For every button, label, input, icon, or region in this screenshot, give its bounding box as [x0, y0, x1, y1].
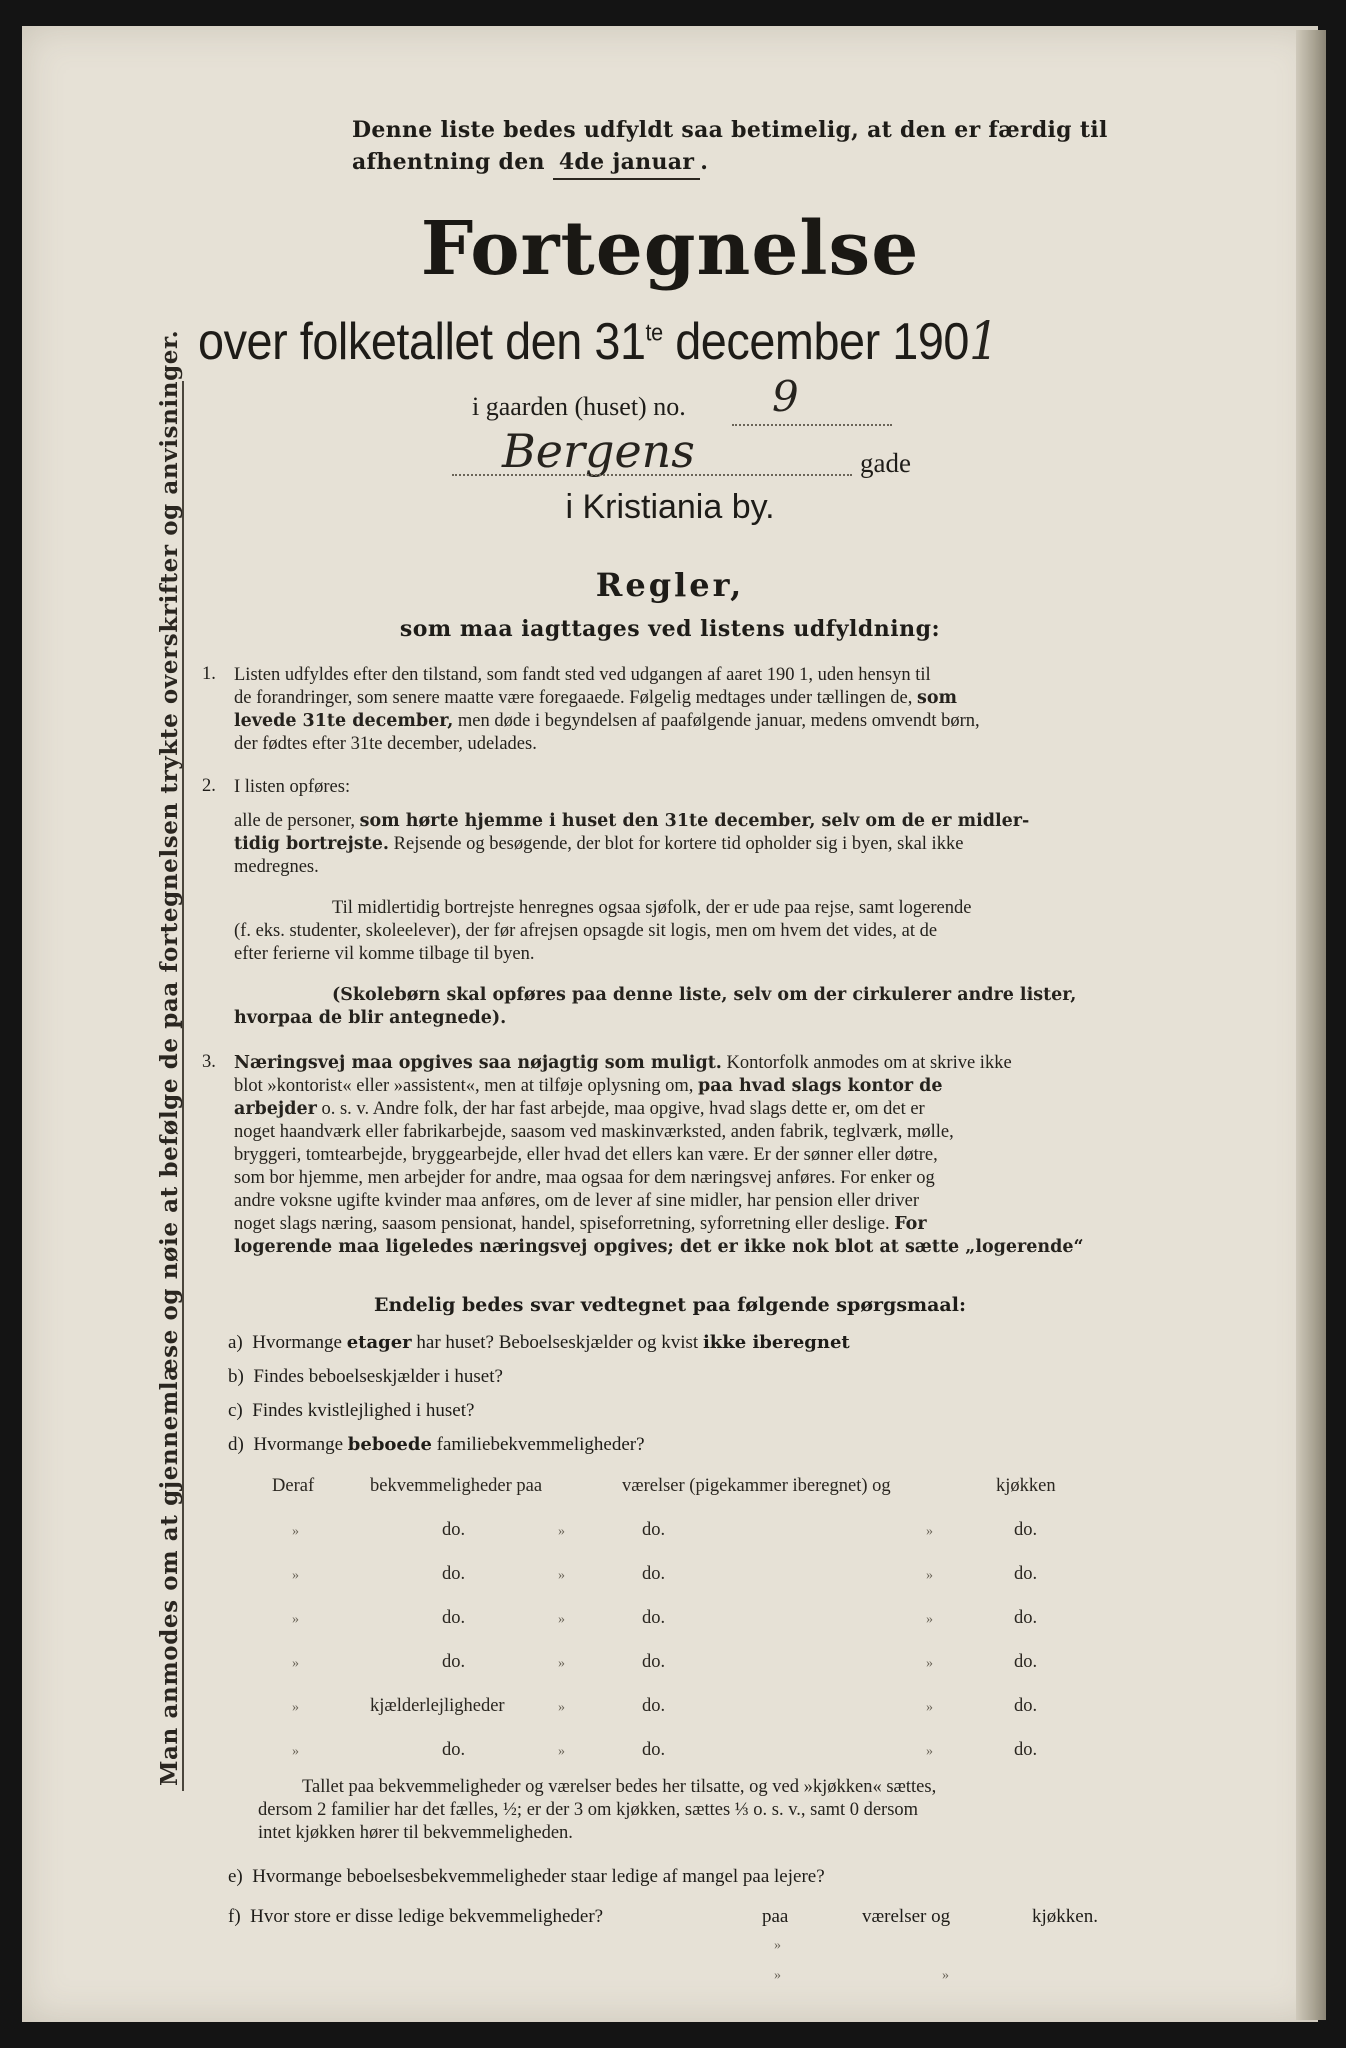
question-c-text: Findes kvistlejlighed i huset?	[252, 1400, 475, 1421]
table-cell-bekvem: do.	[442, 1740, 466, 1760]
question-a-text: Hvormange	[252, 1332, 342, 1353]
table-cell-kjokken: do.	[1014, 1608, 1038, 1628]
subtitle-sup: te	[645, 319, 663, 347]
notice-prefix: afhentning den	[352, 149, 545, 175]
table-note-line-1: Tallet paa bekvemmeligheder og værelser bedes her tilsatte, og ved »kjøkken« sættes,	[302, 1777, 937, 1797]
rule-3-line-9-bold: logerende maa ligeledes næringsvej opgives; det er ikke nok blot at sætte „logerende“	[234, 1237, 1084, 1257]
street-suffix: gade	[860, 448, 911, 478]
ditto-mark: »	[292, 1656, 299, 1671]
gaard-number-line	[732, 424, 892, 426]
question-d-label: d)	[228, 1434, 244, 1455]
rule-3-line-8b: For	[894, 1214, 927, 1234]
rule-2-p2-line-1: Til midlertidig bortrejste henregnes ogsaa sjøfolk, der er ude paa rejse, samt logerende	[332, 898, 972, 918]
question-f-paa: paa	[762, 1906, 789, 1927]
rule-2-p3-bold-2: hvorpaa de blir antegnede).	[234, 1008, 507, 1028]
question-b	[228, 1366, 503, 1388]
rule-3-line-6: som bor hjemme, men arbejder for andre, maa ogsaa for dem næringsvej anføres. For enker og	[234, 1168, 935, 1188]
table-cell-vaerelser: do.	[642, 1520, 666, 1540]
rule-3-line-3a: arbejder	[234, 1099, 317, 1119]
table-cell-kjokken: do.	[1014, 1652, 1038, 1672]
subtitle-text: over folketallet den 31	[198, 313, 646, 371]
table-header-vaerelser: værelser (pigekammer iberegnet) og	[622, 1476, 891, 1496]
question-f-vaerelser: værelser og	[862, 1906, 951, 1927]
rule-2-line-2a: tidig bortrejste.	[234, 834, 390, 854]
rule-3-line-2	[234, 1075, 1174, 1098]
ditto-mark: »	[292, 1568, 299, 1583]
rule-3-line-2b: paa hvad slags kontor de	[698, 1076, 943, 1096]
rule-1-line-2a: de forandringer, som senere maatte være foregaaede. Følgelig medtages under tællingen de,	[234, 688, 913, 708]
rule-3-line-4: noget haandværk eller fabrikarbejde, saasom ved maskinværksted, anden fabrik, teglværk, mølle,	[234, 1122, 954, 1142]
handwritten-year: 1	[969, 312, 999, 372]
question-d-bold: beboede	[347, 1434, 432, 1455]
notice-line-1: Denne liste bedes udfyldt saa betimelig, at den er færdig til	[352, 117, 1108, 143]
table-header-kjokken: kjøkken	[996, 1476, 1056, 1496]
rule-3-line-9	[234, 1236, 1174, 1259]
rule-2-line-1b: som hørte hjemme i huset den 31te december, selv om de er midler-	[359, 811, 1030, 831]
table-note-line-3: intet kjøkken hører til bekvemmeligheden.	[258, 1823, 573, 1843]
question-f-label: f)	[228, 1906, 241, 1927]
rule-1-line-2	[234, 687, 1174, 710]
ditto-mark: »	[558, 1568, 565, 1583]
ditto-mark: »	[292, 1524, 299, 1539]
question-a-bold-2: ikke iberegnet	[702, 1332, 850, 1353]
rule-2-p3-bold-1: (Skolebørn skal opføres paa denne liste, selv om der cirkulerer andre lister,	[332, 985, 1077, 1005]
rule-3-number: 3.	[202, 1052, 216, 1072]
rules-subtitle: som maa iagttages ved listens udfyldning:	[399, 616, 941, 642]
pickup-notice	[352, 114, 1108, 180]
table-cell-bekvem: do.	[442, 1608, 466, 1628]
ditto-mark: »	[774, 1938, 781, 1953]
table-cell-bekvem: do.	[442, 1652, 466, 1672]
rule-1-line-3	[234, 710, 1174, 733]
rule-2-p3-line-1	[332, 984, 1174, 1007]
gaard-label: i gaarden (huset) no.	[472, 392, 686, 421]
table-cell-vaerelser: do.	[642, 1696, 666, 1716]
page-edge	[1296, 30, 1326, 2020]
rule-1-line-3b: men døde i begyndelsen af paafølgende januar, medens omvendt børn,	[457, 711, 980, 731]
rule-3-line-3b: o. s. v. Andre folk, der har fast arbejde, maa opgive, hvad slags dette er, om det er	[321, 1099, 925, 1119]
gaard-number: 9	[772, 372, 799, 421]
table-note-line-2: dersom 2 familier har det fælles, ½; er der 3 om kjøkken, sættes ⅓ o. s. v., samt 0 dersom	[258, 1800, 919, 1820]
notice-date: 4de januar	[553, 146, 700, 180]
question-e-label: e)	[228, 1866, 243, 1887]
table-cell-bekvem: do.	[442, 1564, 466, 1584]
table-cell-kjokken: do.	[1014, 1564, 1038, 1584]
rule-2-intro: I listen opføres:	[234, 777, 351, 797]
table-cell-bekvem: kjælderlejligheder	[370, 1696, 505, 1716]
table-cell-kjokken: do.	[1014, 1520, 1038, 1540]
question-f-kjokken: kjøkken.	[1032, 1906, 1098, 1927]
rule-1-number: 1.	[202, 664, 216, 684]
street-line	[452, 474, 852, 476]
rule-1-line-2b: som	[917, 688, 958, 708]
ditto-mark: »	[774, 1968, 781, 1983]
subtitle-text-2: december 190	[662, 313, 970, 371]
census-form-page	[22, 26, 1318, 2022]
ditto-mark: »	[942, 1968, 949, 1983]
street-name: Bergens	[502, 424, 695, 478]
question-b-text: Findes beboelseskjælder i huset?	[253, 1366, 503, 1387]
ditto-mark: »	[926, 1524, 933, 1539]
question-a-text-2: har huset? Beboelseskjælder og kvist	[416, 1332, 699, 1353]
ditto-mark: »	[558, 1656, 565, 1671]
table-cell-kjokken: do.	[1014, 1740, 1038, 1760]
rule-2-p2-line-3: efter ferierne vil komme tilbage til byen.	[234, 944, 535, 964]
rule-2-line-2b: Rejsende og besøgende, der blot for kortere tid opholder sig i byen, skal ikke	[393, 834, 964, 854]
rule-2-line-3: medregnes.	[234, 857, 319, 877]
question-e	[228, 1866, 825, 1888]
table-cell-kjokken: do.	[1014, 1696, 1038, 1716]
rules-title: Regler,	[595, 566, 745, 604]
notice-line-2	[352, 146, 1108, 180]
city-line: i Kristiania by.	[565, 488, 775, 526]
question-a	[228, 1332, 850, 1354]
question-d-text: Hvormange	[253, 1434, 344, 1455]
table-cell-vaerelser: do.	[642, 1608, 666, 1628]
rule-1-line-3a: levede 31te december,	[234, 711, 454, 731]
side-instruction-note: Man anmodes om at gjennemlæse og nøie at befølge de paa fortegnelsen trykte overskrifter og anvisninger.	[156, 329, 183, 1786]
ditto-mark: »	[558, 1524, 565, 1539]
ditto-mark: »	[926, 1744, 933, 1759]
rule-1-line-4: der fødtes efter 31te december, udelades.	[234, 734, 537, 754]
rule-3-line-2a: blot »kontorist« eller »assistent«, men at tilføje oplysning om,	[234, 1076, 694, 1096]
rule-2-p2-line-2: (f. eks. studenter, skoleelever), der før afrejsen opsagde sit logis, men om hvem det vides, at de	[234, 921, 938, 941]
table-cell-vaerelser: do.	[642, 1740, 666, 1760]
rule-3-line-1b: Kontorfolk anmodes om at skrive ikke	[726, 1053, 1012, 1073]
rule-3-line-1a: Næringsvej maa opgives saa nøjagtig som muligt.	[234, 1053, 722, 1073]
questions-heading: Endelig bedes svar vedtegnet paa følgende spørgsmaal:	[374, 1294, 966, 1316]
ditto-mark: »	[926, 1700, 933, 1715]
table-cell-vaerelser: do.	[642, 1564, 666, 1584]
table-header-deraf: Deraf	[272, 1476, 315, 1496]
rule-3-line-1	[234, 1052, 1174, 1075]
question-f-text: Hvor store er disse ledige bekvemmeligheder?	[250, 1906, 604, 1927]
question-f	[228, 1906, 603, 1928]
question-d-text-2: familiebekvemmeligheder?	[436, 1434, 645, 1455]
rule-3-line-8	[234, 1213, 1174, 1236]
ditto-mark: »	[926, 1656, 933, 1671]
table-cell-bekvem: do.	[442, 1520, 466, 1540]
rule-3-line-5: bryggeri, tomtearbejde, bryggearbejde, eller hvad det ellers kan være. Er der sønner eller døtre,	[234, 1145, 938, 1165]
ditto-mark: »	[292, 1612, 299, 1627]
table-header-bekvem: bekvemmeligheder paa	[370, 1476, 543, 1496]
ditto-mark: »	[292, 1744, 299, 1759]
question-d	[228, 1434, 645, 1456]
rule-2-line-1a: alle de personer,	[234, 811, 355, 831]
question-c-label: c)	[228, 1400, 243, 1421]
question-a-bold: etager	[346, 1332, 412, 1353]
notice-suffix: .	[700, 149, 709, 175]
ditto-mark: »	[926, 1612, 933, 1627]
rule-2-p3-line-2	[234, 1007, 1174, 1030]
question-a-label: a)	[228, 1332, 243, 1353]
rule-3-line-7: andre voksne ugifte kvinder maa anføres, om de lever af sine midler, har pension eller driver	[234, 1191, 920, 1211]
ditto-mark: »	[558, 1612, 565, 1627]
page-subtitle	[198, 312, 998, 372]
ditto-mark: »	[558, 1744, 565, 1759]
question-e-text: Hvormange beboelsesbekvemmeligheder staar ledige af mangel paa lejere?	[252, 1866, 825, 1887]
rule-1-line-1: Listen udfyldes efter den tilstand, som fandt sted ved udgangen af aaret 190 1, uden hensyn til	[234, 665, 931, 685]
ditto-mark: »	[926, 1568, 933, 1583]
question-c	[228, 1400, 474, 1422]
table-cell-vaerelser: do.	[642, 1652, 666, 1672]
question-b-label: b)	[228, 1366, 244, 1387]
page-title: Fortegnelse	[420, 206, 920, 292]
rule-3-line-8a: noget slags næring, saasom pensionat, handel, spiseforretning, syforretning eller deslige.	[234, 1214, 890, 1234]
ditto-mark: »	[292, 1700, 299, 1715]
ditto-mark: »	[558, 1700, 565, 1715]
rule-2-number: 2.	[202, 776, 216, 796]
rule-2-line-2	[234, 833, 1174, 856]
rule-3-line-3	[234, 1098, 1174, 1121]
rule-2-line-1	[234, 810, 1174, 833]
